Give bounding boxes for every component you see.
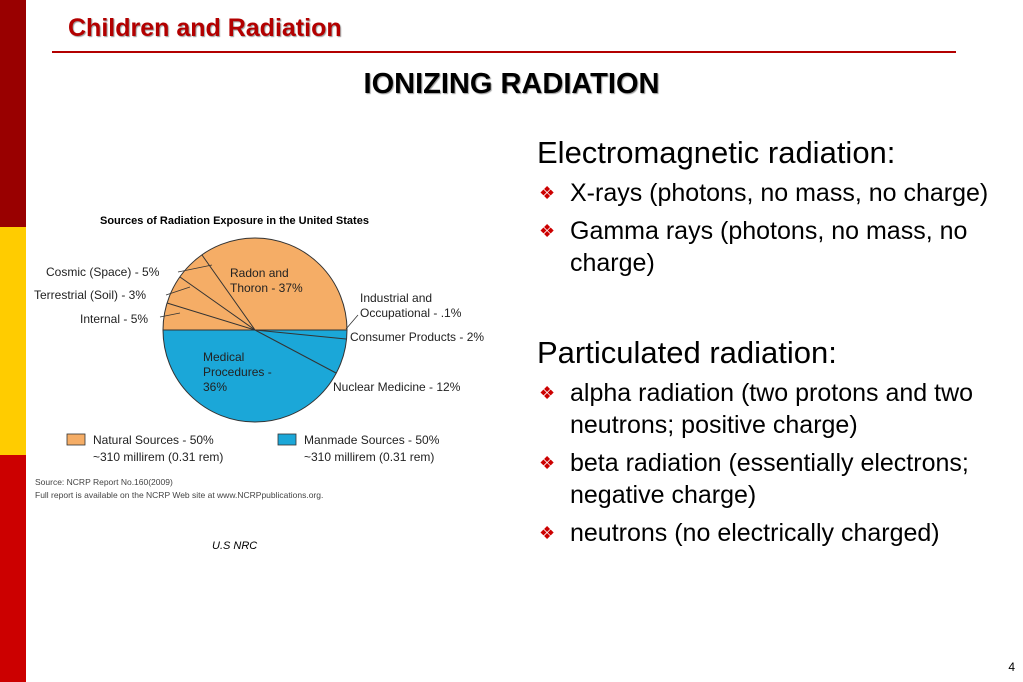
label-industrial-line1: Industrial and	[360, 291, 433, 305]
diamond-bullet-icon: ❖	[539, 453, 556, 473]
diamond-bullet-icon: ❖	[539, 221, 556, 241]
bullet-item	[537, 177, 1017, 209]
label-internal: Internal - 5%	[80, 312, 149, 326]
legend-natural-line2: ~310 millirem (0.31 rem)	[93, 450, 224, 464]
bullet-text: X-rays (photons, no mass, no charge)	[570, 179, 989, 207]
label-consumer: Consumer Products - 2%	[350, 330, 485, 344]
label-nuclear: Nuclear Medicine - 12%	[333, 380, 461, 394]
left-stripe-crimson	[0, 455, 26, 682]
legend-natural-line1: Natural Sources - 50%	[93, 433, 214, 447]
bullet-text: alpha radiation (two protons and two neutrons; positive charge)	[570, 379, 974, 439]
diamond-bullet-icon: ❖	[539, 383, 556, 403]
legend-swatch-manmade	[278, 434, 296, 445]
pie-chart-svg	[30, 205, 520, 505]
bullet-item	[537, 447, 1017, 511]
legend-manmade-line2: ~310 millirem (0.31 rem)	[304, 450, 435, 464]
radiation-pie-figure	[30, 205, 520, 505]
leader-industrial	[346, 315, 358, 329]
bullet-item	[537, 517, 1017, 549]
diamond-bullet-icon: ❖	[539, 183, 556, 203]
figure-title: Sources of Radiation Exposure in the United States	[100, 215, 369, 227]
figure-source-line2: Full report is available on the NCRP Web site at www.NCRPpublications.org.	[35, 490, 324, 500]
label-cosmic: Cosmic (Space) - 5%	[46, 265, 160, 279]
slide-title: IONIZING RADIATION	[363, 68, 660, 100]
header-divider	[52, 51, 956, 53]
header-title: Children and Radiation	[68, 14, 342, 42]
figure-credit: U.S NRC	[212, 540, 258, 552]
label-medical-line2: Procedures -	[203, 365, 272, 379]
bullet-text: Gamma rays (photons, no mass, no charge)	[570, 217, 968, 277]
bullet-item	[537, 215, 1017, 279]
section-heading-electromagnetic: Electromagnetic radiation:	[537, 135, 896, 170]
left-stripe-yellow	[0, 227, 26, 455]
label-terrestrial: Terrestrial (Soil) - 3%	[34, 288, 147, 302]
legend-swatch-natural	[67, 434, 85, 445]
label-radon-line2: Thoron - 37%	[230, 281, 303, 295]
bullet-text: neutrons (no electrically charged)	[570, 519, 940, 547]
label-industrial-line2: Occupational - .1%	[360, 306, 462, 320]
bullet-text: beta radiation (essentially electrons; negative charge)	[570, 449, 969, 509]
content-column	[537, 135, 1017, 555]
label-medical-line3: 36%	[203, 380, 228, 394]
diamond-bullet-icon: ❖	[539, 523, 556, 543]
page-number: 4	[1008, 660, 1015, 674]
left-stripe-red	[0, 0, 26, 227]
section-spacer	[537, 285, 1017, 335]
figure-source-line1: Source: NCRP Report No.160(2009)	[35, 477, 173, 487]
label-radon-line1: Radon and	[230, 266, 289, 280]
section-heading-particulated: Particulated radiation:	[537, 335, 837, 370]
label-medical-line1: Medical	[203, 350, 245, 364]
bullet-item	[537, 377, 1017, 441]
legend-manmade-line1: Manmade Sources - 50%	[304, 433, 440, 447]
